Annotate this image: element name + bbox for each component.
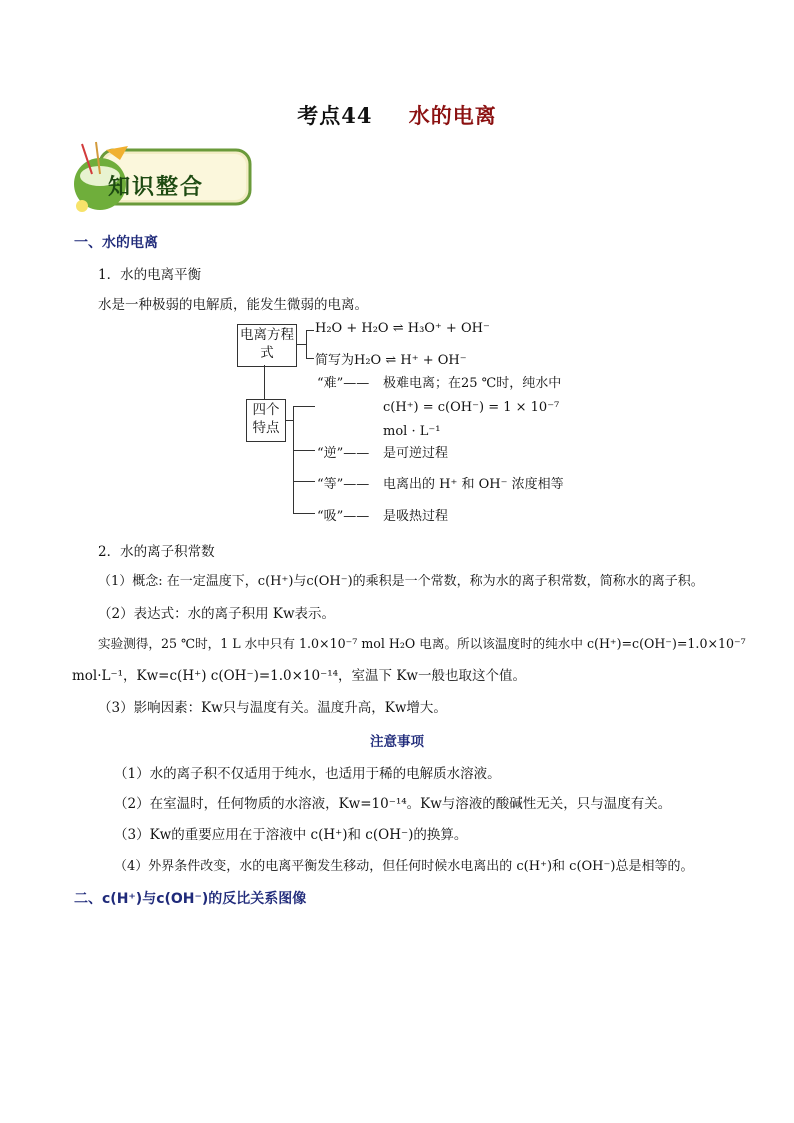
xi-label: “吸”——	[317, 509, 370, 524]
note-2: （2）在室温时，任何物质的水溶液，Kw=10⁻¹⁴。Kw与溶液的酸碱性无关，只与温度有关。	[114, 796, 672, 812]
note-3: （3）Kw的重要应用在于溶液中 c(H⁺)和 c(OH⁻)的换算。	[114, 827, 468, 843]
nan-text-2: c(H⁺) = c(OH⁻) = 1 × 10⁻⁷	[383, 400, 560, 415]
page-title	[0, 100, 794, 130]
expression-item: （2）表达式：水的离子积用 Kw表示。	[98, 606, 336, 622]
section1-heading: 一、水的电离	[74, 235, 158, 251]
section2-heading: 二、c(H⁺)与c(OH⁻)的反比关系图像	[74, 891, 307, 907]
xi-text: 是吸热过程	[383, 509, 449, 524]
ni-label: “逆”——	[317, 446, 370, 461]
ni-text: 是可逆过程	[383, 446, 449, 461]
ionization-diagram	[237, 320, 637, 530]
factor-item: （3）影响因素：Kw只与温度有关。温度升高，Kw增大。	[98, 700, 447, 716]
sub1-heading: 1．水的电离平衡	[98, 267, 202, 283]
sub2-heading: 2．水的离子积常数	[98, 544, 215, 560]
note-1: （1）水的离子积不仅适用于纯水，也适用于稀的电解质水溶液。	[114, 766, 501, 782]
nan-text-3: mol · L⁻¹	[383, 424, 441, 439]
note-4: （4）外界条件改变，水的电离平衡发生移动，但任何时候水电离出的 c(H⁺)和 c(OH⁻)总是相等的。	[114, 859, 694, 874]
experiment-line-2: mol·L⁻¹，Kw=c(H⁺) c(OH⁻)=1.0×10⁻¹⁴，室温下 Kw一般也取这个值。	[72, 668, 526, 684]
intro-text: 水是一种极弱的电解质，能发生微弱的电离。	[98, 297, 368, 313]
badge-label: 知识整合	[108, 175, 205, 200]
concept-item: （1）概念: 在一定温度下，c(H⁺)与c(OH⁻)的乘积是一个常数，称为水的离子积常数，简称水的离子积。	[98, 574, 704, 589]
notes-heading: 注意事项	[370, 734, 424, 750]
equation-2: 简写为H₂O ⇌ H⁺ + OH⁻	[315, 353, 467, 368]
deng-label: “等”——	[317, 477, 370, 492]
equation-1: H₂O + H₂O ⇌ H₃O⁺ + OH⁻	[315, 321, 490, 336]
nan-label: “难”——	[317, 376, 370, 391]
box-features: 四个特点	[246, 399, 286, 442]
box-equation: 电离方程式	[237, 324, 297, 367]
title-name: 水的电离	[408, 103, 497, 128]
nan-text-1: 极难电离；在25 ℃时，纯水中	[383, 376, 562, 391]
experiment-line-1: 实验测得，25 ℃时，1 L 水中只有 1.0×10⁻⁷ mol H₂O 电离。所以该温度时的纯水中 c(H⁺)=c(OH⁻)=1.0×10⁻⁷	[98, 636, 746, 651]
deng-text: 电离出的 H⁺ 和 OH⁻ 浓度相等	[383, 477, 564, 492]
title-number: 考点44	[297, 103, 373, 128]
